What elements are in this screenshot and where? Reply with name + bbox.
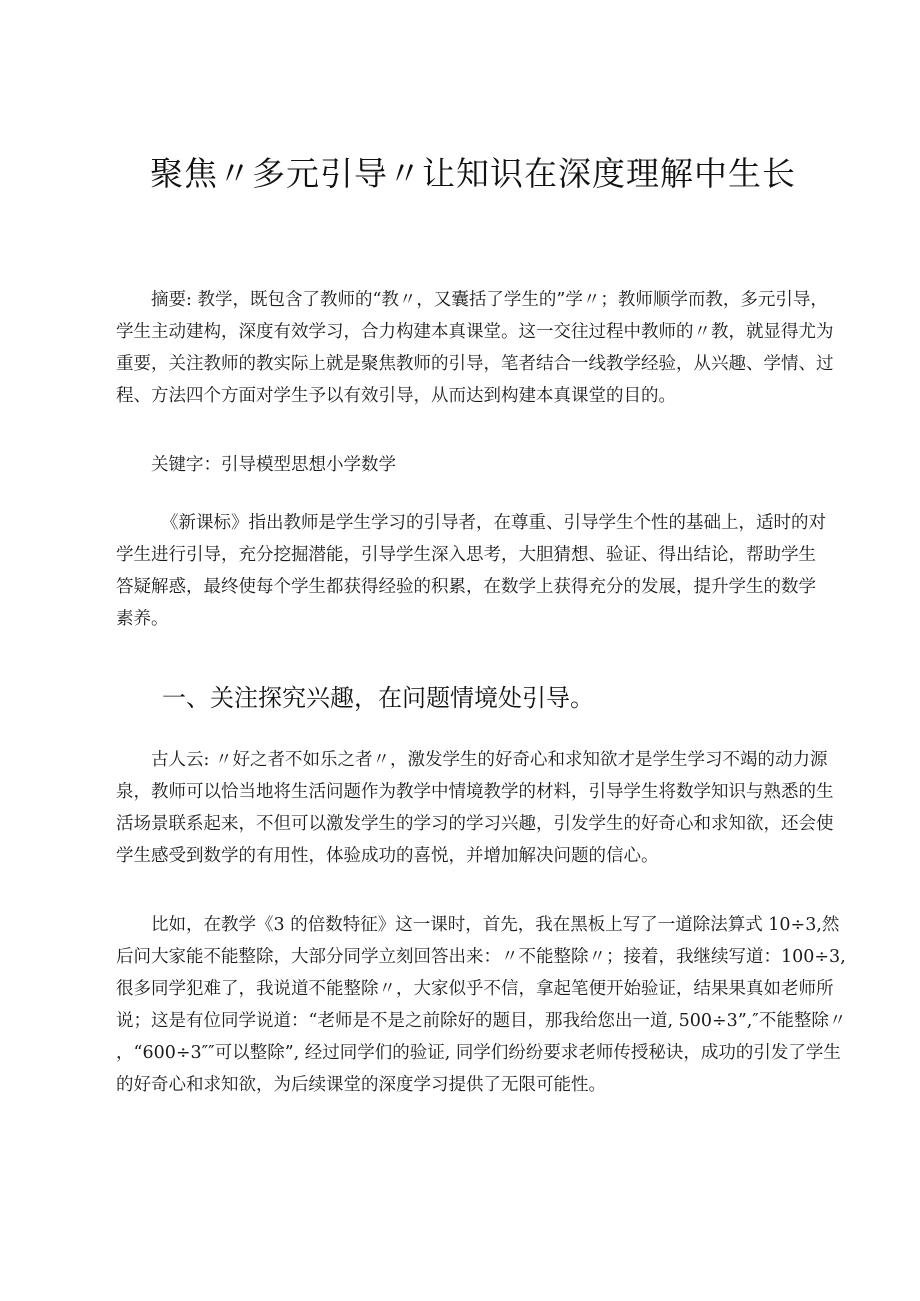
document-title: 聚焦〃多元引导〃让知识在深度理解中生长 [150,154,796,193]
paragraph-line: ，“600÷3″″可以整除”, 经过同学们的验证, 同学们纷纷要求老师传授秘诀，成功的引发了学生 [116,1043,841,1063]
abstract-line: 重要，关注教师的教实际上就是聚焦教师的引导，笔者结合一线教学经验，从兴趣、学情、过 [116,354,834,374]
intro-line: 《新课标》指出教师是学生学习的引导者，在尊重、引导学生个性的基础上，适时的对 [161,513,826,533]
body-paragraph-2 [116,909,847,1101]
paragraph-line: 后问大家能不能整除，大部分同学立刻回答出来：〃不能整除〃；接着，我继续写道：100÷3, [116,947,846,967]
intro-paragraph [116,507,826,635]
intro-line: 学生进行引导，充分挖掘潜能，引导学生深入思考，大胆猜想、验证、得出结论，帮助学生 [116,545,816,565]
intro-line: 素养。 [116,609,169,629]
abstract-line: 学生主动建构，深度有效学习，合力构建本真课堂。这一交往过程中教师的〃教，就显得尤为 [116,322,834,342]
section-heading: 一、关注探究兴趣，在问题情境处引导。 [162,684,594,712]
keywords-line: 关键字：引导模型思想小学数学 [151,455,396,475]
paragraph-line: 说；这是有位同学说道：“老师是不是之前除好的题目，那我给您出一道, 500÷3”,″不能整除〃 [116,1011,847,1031]
paragraph-line: 学生感受到数学的有用性，体验成功的喜悦，并增加解决问题的信心。 [116,846,659,866]
paragraph-line: 的好奇心和求知欲，为后续课堂的深度学习提供了无限可能性。 [116,1075,606,1095]
paragraph-line: 很多同学犯难了，我说道不能整除〃，大家似乎不信，拿起笔便开始验证，结果果真如老师所 [116,979,834,999]
paragraph-line: 古人云: 〃好之者不如乐之者〃，激发学生的好奇心和求知欲才是学生学习不竭的动力源 [151,750,828,770]
keywords-paragraph [116,449,816,481]
abstract-paragraph [116,284,834,412]
paragraph-line: 活场景联系起来，不但可以激发学生的学习的学习兴趣，引发学生的好奇心和求知欲，还会使 [116,814,834,834]
intro-line: 答疑解惑，最终使每个学生都获得经验的积累，在数学上获得充分的发展，提升学生的数学 [116,577,816,597]
abstract-line: 摘要: 教学，既包含了教师的“教〃，又囊括了学生的”学〃；教师顺学而教，多元引导， [151,290,828,310]
paragraph-line: 泉，教师可以恰当地将生活问题作为教学中情境教学的材料，引导学生将数学知识与熟悉的生 [116,782,834,802]
paragraph-line: 比如，在教学《3 的倍数特征》这一课时，首先，我在黑板上写了一道除法算式 10÷3,然 [151,915,840,935]
body-paragraph-1 [116,744,834,872]
abstract-line: 程、方法四个方面对学生予以有效引导，从而达到构建本真课堂的目的。 [116,386,676,406]
